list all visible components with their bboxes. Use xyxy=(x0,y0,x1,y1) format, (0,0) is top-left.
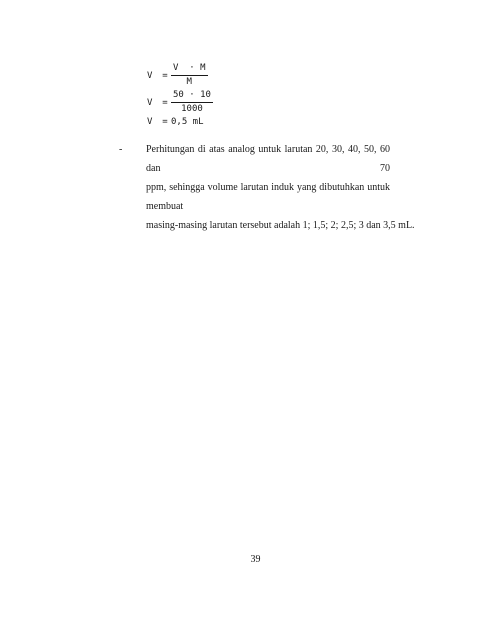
equation-lhs: V xyxy=(147,70,153,81)
paragraph-line: ppm, sehingga volume larutan induk yang dibutuhkan untuk membuat xyxy=(146,182,390,212)
fraction-denominator: 1000 xyxy=(181,104,203,114)
fraction-numerator: V · M xyxy=(171,63,208,76)
fraction-numerator: 50 · 10 xyxy=(171,90,213,103)
equation-lhs: V xyxy=(147,97,153,108)
equation-volume-substituted xyxy=(147,90,213,115)
equals-sign: = xyxy=(162,97,168,108)
equation-volume-formula xyxy=(147,63,208,88)
paragraph-line: Perhitungan di atas analog untuk larutan 20, 30, 40, 50, 60 dan 70 xyxy=(146,144,390,174)
bullet-marker: - xyxy=(119,144,123,155)
equals-sign: = xyxy=(162,117,168,127)
equation-volume-result xyxy=(147,117,204,127)
equation-lhs: V xyxy=(147,117,153,127)
paragraph-line: masing-masing larutan tersebut adalah 1; 1,5; 2; 2,5; 3 dan 3,5 mL. xyxy=(146,220,415,231)
fraction-denominator: M xyxy=(186,77,192,87)
equals-sign: = xyxy=(162,70,168,81)
fraction xyxy=(171,90,213,115)
fraction xyxy=(171,63,208,88)
bullet-paragraph xyxy=(119,140,415,235)
equation-result: 0,5 mL xyxy=(171,117,204,127)
page-number: 39 xyxy=(250,554,261,565)
